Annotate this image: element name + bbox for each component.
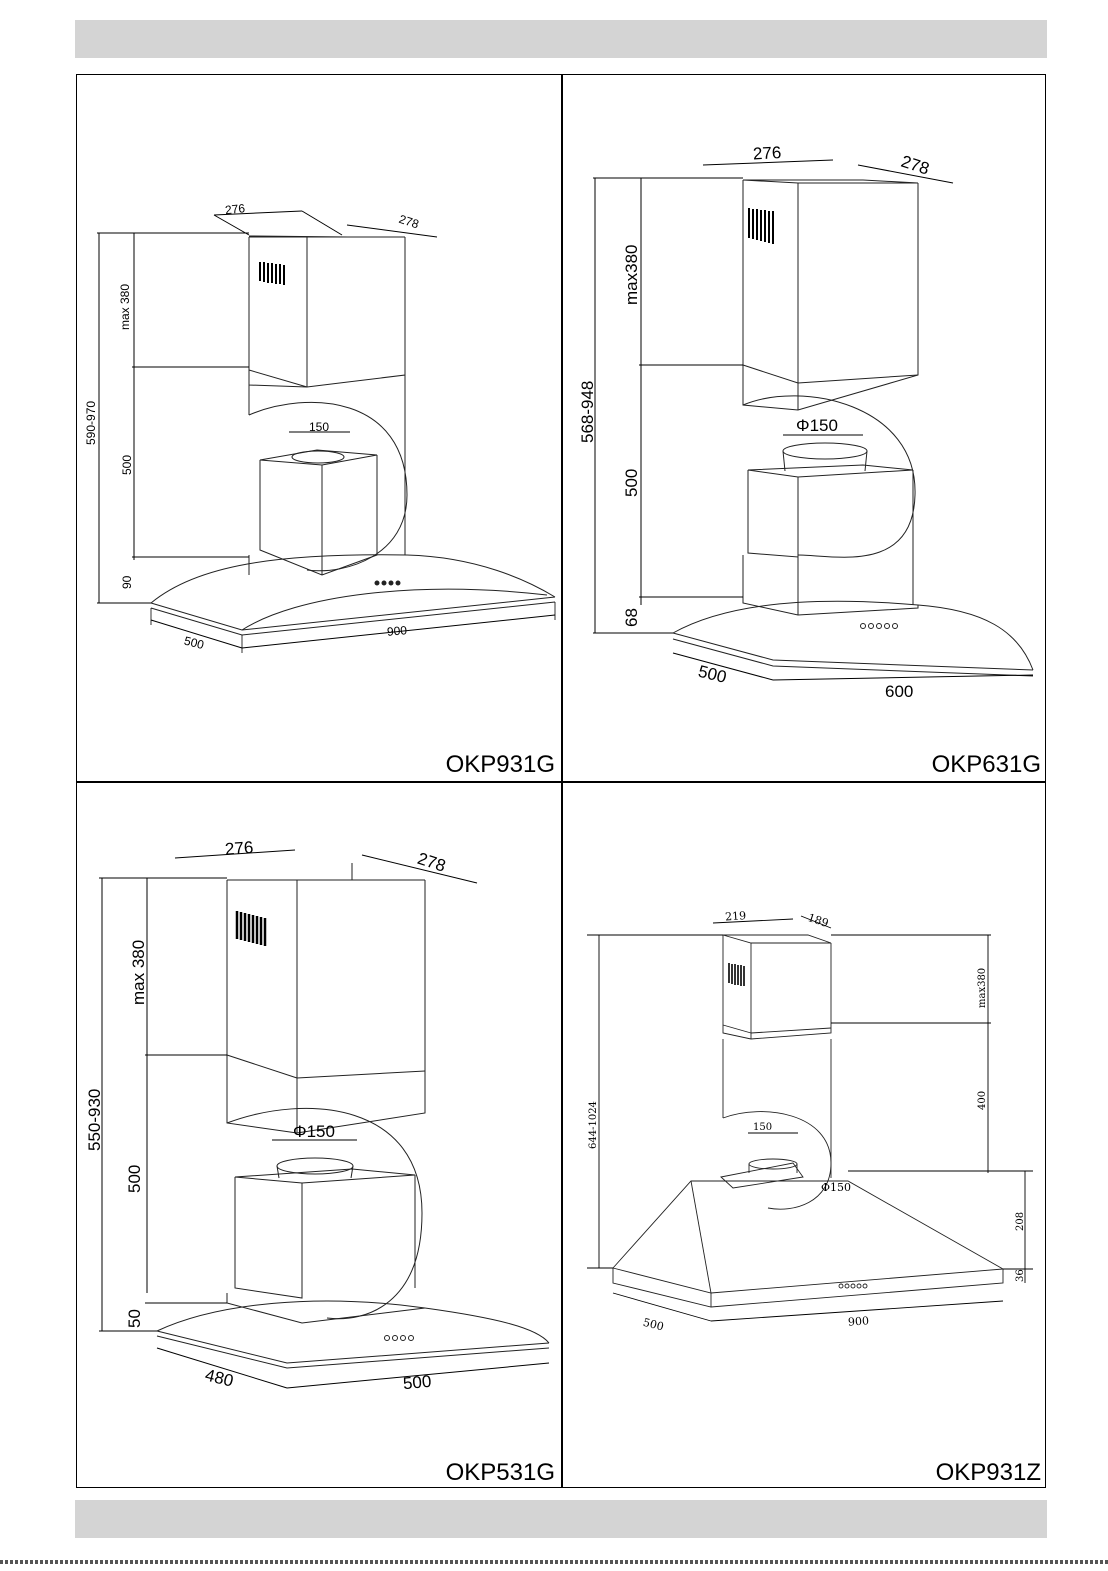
dim-top-depth: 278 bbox=[397, 211, 421, 232]
hood-drawing-okp531g bbox=[77, 783, 561, 1489]
dim-duct: 150 bbox=[753, 1122, 773, 1133]
dim-width: 600 bbox=[885, 682, 914, 701]
dim-duct: Φ150 bbox=[796, 416, 838, 435]
dim-hood-height: 208 bbox=[1015, 1211, 1026, 1231]
page-edge-dashes bbox=[0, 1560, 1108, 1564]
model-label: OKP931G bbox=[445, 751, 555, 778]
panel-okp931z bbox=[563, 783, 1047, 1489]
dim-upper: max380 bbox=[622, 244, 641, 305]
dim-depth: 480 bbox=[203, 1365, 236, 1391]
dim-top-width: 276 bbox=[224, 837, 254, 859]
dim-top-depth: 278 bbox=[898, 151, 932, 179]
dim-top-depth: 189 bbox=[806, 911, 831, 930]
dim-hood-height: 68 bbox=[622, 608, 641, 627]
dim-top-width: 276 bbox=[752, 143, 782, 164]
dim-depth: 500 bbox=[182, 633, 206, 652]
dim-depth: 500 bbox=[641, 1315, 666, 1334]
dim-total: 590-970 bbox=[84, 400, 98, 445]
dim-width: 500 bbox=[402, 1371, 433, 1394]
dim-upper: max 380 bbox=[129, 939, 148, 1005]
model-label: OKP931Z bbox=[935, 1459, 1041, 1486]
dim-total: 644-1024 bbox=[588, 1101, 599, 1149]
footer-bar bbox=[75, 1500, 1047, 1538]
model-label: OKP631G bbox=[931, 751, 1041, 778]
dim-width: 900 bbox=[847, 1314, 870, 1329]
dim-depth: 500 bbox=[696, 661, 729, 687]
panel-okp531g bbox=[77, 783, 561, 1489]
dim-top-width: 276 bbox=[224, 201, 246, 218]
dim-upper: max380 bbox=[977, 967, 988, 1008]
dim-total: 568-948 bbox=[578, 380, 597, 443]
dim-hood-height: 90 bbox=[120, 575, 134, 589]
model-label: OKP531G bbox=[445, 1459, 555, 1486]
dim-edge-height: 36 bbox=[1015, 1269, 1026, 1282]
hood-drawing-okp931z bbox=[563, 783, 1047, 1489]
drawing-grid bbox=[76, 74, 1046, 1488]
dim-total: 550-930 bbox=[85, 1088, 104, 1151]
panel-okp631g bbox=[563, 75, 1047, 781]
dim-duct: 150 bbox=[309, 420, 330, 434]
dim-lower: 500 bbox=[622, 468, 641, 497]
dim-hood-height: 50 bbox=[125, 1309, 144, 1328]
header-bar bbox=[75, 20, 1047, 58]
dim-top-width: 219 bbox=[724, 909, 747, 924]
dim-width: 900 bbox=[386, 623, 408, 639]
panel-okp931g bbox=[77, 75, 561, 781]
hood-drawing-okp631g bbox=[563, 75, 1047, 781]
dim-duct: Φ150 bbox=[293, 1122, 335, 1141]
dim-lower: 500 bbox=[125, 1164, 144, 1193]
dim-lower: 500 bbox=[120, 454, 134, 475]
dim-upper: max 380 bbox=[118, 283, 132, 330]
dim-lower: 400 bbox=[977, 1090, 988, 1110]
hood-drawing-okp931g bbox=[77, 75, 561, 781]
dim-duct-2: Φ150 bbox=[821, 1181, 852, 1194]
dim-top-depth: 278 bbox=[415, 848, 448, 876]
